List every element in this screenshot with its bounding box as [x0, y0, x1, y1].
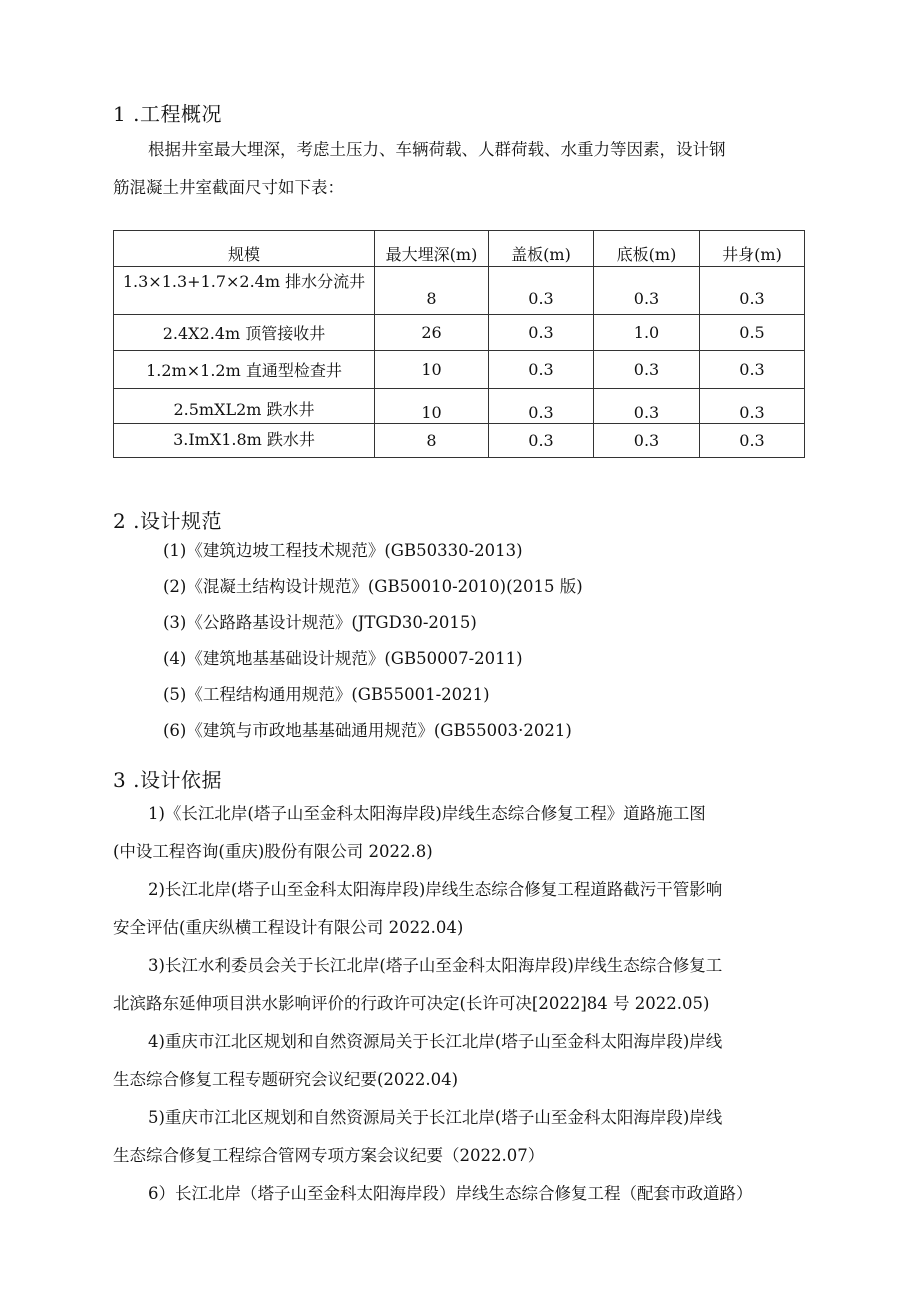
table-cell: 0.3 [700, 267, 805, 315]
basis-item-3-line-2: 北滨路东延伸项目洪水影响评价的行政许可决定(长许可决[2022]84 号 2022.05) [113, 994, 710, 1013]
table-cell: 2.4X2.4m 顶管接收井 [114, 315, 375, 351]
table-row [114, 267, 805, 315]
table-cell: 0.3 [489, 389, 594, 424]
list-item: (1)《建筑边坡工程技术规范》(GB50330-2013) [163, 541, 523, 560]
table-row [114, 389, 805, 424]
basis-item-2-line-1: 2)长江北岸(塔子山至金科太阳海岸段)岸线生态综合修复工程道路截污干管影响 [148, 880, 723, 899]
section-2-title: 2 .设计规范 [113, 509, 222, 533]
header-cover-plate: 盖板(m) [489, 231, 594, 267]
table-cell: 0.3 [594, 389, 700, 424]
table-cell: 26 [375, 315, 489, 351]
table-cell: 0.3 [594, 267, 700, 315]
list-item: (5)《工程结构通用规范》(GB55001-2021) [163, 685, 490, 704]
list-item: (2)《混凝土结构设计规范》(GB50010-2010)(2015 版) [163, 577, 583, 596]
table-cell: 0.3 [700, 424, 805, 458]
table-cell: 10 [375, 389, 489, 424]
table-cell: 0.3 [489, 424, 594, 458]
table-cell: 0.3 [700, 351, 805, 389]
list-item: (6)《建筑与市政地基基础通用规范》(GB55003·2021) [163, 721, 572, 740]
header-scale: 规模 [114, 231, 375, 267]
section-1-paragraph-line-1: 根据井室最大埋深，考虑土压力、车辆荷载、人群荷载、水重力等因素，设计钢 [148, 140, 726, 159]
table-cell: 0.3 [489, 315, 594, 351]
table-row [114, 315, 805, 351]
basis-item-5-line-1: 5)重庆市江北区规划和自然资源局关于长江北岸(塔子山至金科太阳海岸段)岸线 [148, 1108, 723, 1127]
table-header-row [114, 231, 805, 267]
table-cell: 8 [375, 424, 489, 458]
header-well-body: 井身(m) [700, 231, 805, 267]
table-cell: 3.ImX1.8m 跌水井 [114, 424, 375, 458]
basis-item-1-line-1: 1)《长江北岸(塔子山至金科太阳海岸段)岸线生态综合修复工程》道路施工图 [148, 804, 706, 823]
table-cell: 0.3 [594, 351, 700, 389]
table-cell: 8 [375, 267, 489, 315]
table-cell: 0.3 [489, 351, 594, 389]
basis-item-4-line-2: 生态综合修复工程专题研究会议纪要(2022.04) [113, 1070, 459, 1089]
list-item: (3)《公路路基设计规范》(JTGD30-2015) [163, 613, 477, 632]
table-cell: 2.5mXL2m 跌水井 [114, 389, 375, 424]
table-cell: 0.3 [700, 389, 805, 424]
table-cell: 0.3 [594, 424, 700, 458]
table-row [114, 351, 805, 389]
table-cell: 1.0 [594, 315, 700, 351]
section-1-paragraph-line-2: 筋混凝土井室截面尺寸如下表： [113, 178, 344, 197]
section-1-title: 1 .工程概况 [113, 102, 222, 126]
basis-item-1-line-2: (中设工程咨询(重庆)股份有限公司 2022.8) [113, 842, 433, 861]
table-cell: 1.3×1.3+1.7×2.4m 排水分流井 [114, 267, 375, 315]
header-bottom-plate: 底板(m) [594, 231, 700, 267]
list-item: (4)《建筑地基基础设计规范》(GB50007-2011) [163, 649, 523, 668]
basis-item-5-line-2: 生态综合修复工程综合管网专项方案会议纪要（2022.07） [113, 1146, 545, 1165]
table-cell: 0.3 [489, 267, 594, 315]
basis-item-4-line-1: 4)重庆市江北区规划和自然资源局关于长江北岸(塔子山至金科太阳海岸段)岸线 [148, 1032, 723, 1051]
basis-item-3-line-1: 3)长江水利委员会关于长江北岸(塔子山至金科太阳海岸段)岸线生态综合修复工 [148, 956, 723, 975]
table-cell: 10 [375, 351, 489, 389]
basis-item-2-line-2: 安全评估(重庆纵横工程设计有限公司 2022.04) [113, 918, 464, 937]
table-cell: 0.5 [700, 315, 805, 351]
well-dimension-table [113, 230, 805, 458]
table-row [114, 424, 805, 458]
standards-list [163, 540, 583, 756]
table-cell: 1.2m×1.2m 直通型检查井 [114, 351, 375, 389]
basis-item-6-line-1: 6）长江北岸（塔子山至金科太阳海岸段）岸线生态综合修复工程（配套市政道路） [148, 1184, 753, 1203]
header-max-depth: 最大埋深(m) [375, 231, 489, 267]
section-3-title: 3 .设计依据 [113, 768, 222, 792]
